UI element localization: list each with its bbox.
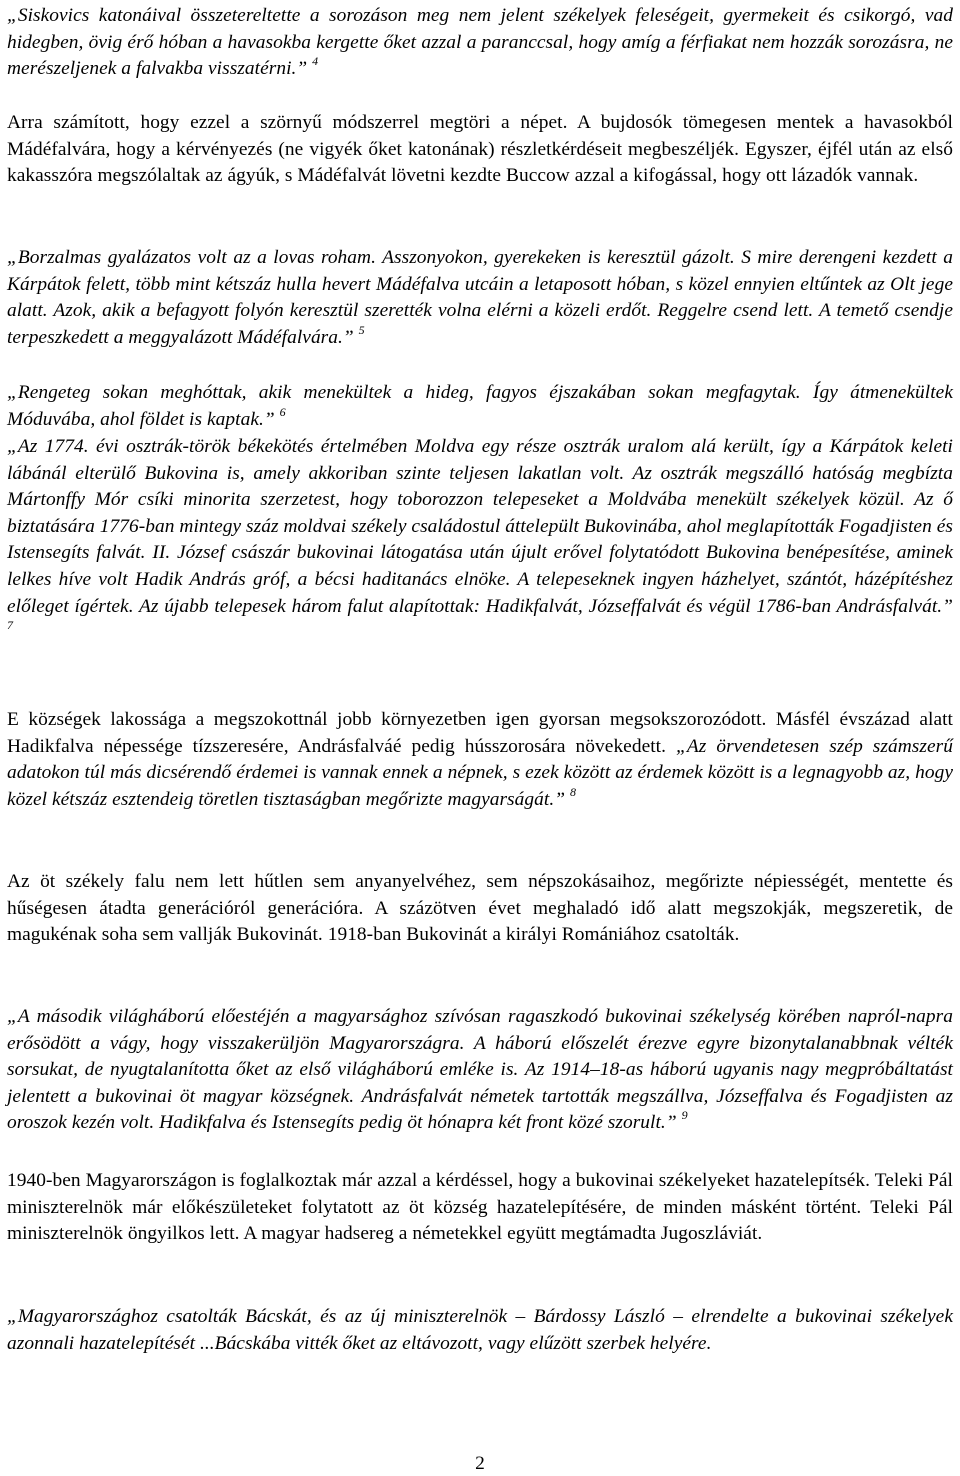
paragraph-text: „Borzalmas gyalázatos volt az a lovas roham. Asszonyokon, gyerekeken is keresztül gázolt. S mire derengeni kezdett a Kárpátok felett, több mint kétszáz hulla hevert Mádéfalva utcáin a letaposott hóban, s közel ennyien eltűntek az Olt jege alatt. Azok, akik a befagyott folyón keresztül szerették volna elérni a közeli erdőt. Reggelre csend lett. A temető csendje terpeszkedett a meggyalázott Mádéfalvára.” bbox=[7, 247, 953, 348]
paragraph-kozsegek bbox=[7, 707, 953, 813]
footnote-marker: 9 bbox=[681, 1108, 688, 1123]
paragraph-text: „Rengeteg sokan meghóttak, akik menekültek a hideg, fagyos éjszakában sokan megfagytak. Így átmenekültek Móduvába, ahol földet is kaptak.” bbox=[7, 382, 953, 430]
paragraph-siskovics-quote bbox=[7, 3, 953, 83]
paragraph-text: Az öt székely falu nem lett hűtlen sem anyanyelvéhez, sem népszokásaihoz, megőrizte népiességét, mentette és hűségesen átadta generációról generációra. A százötven évet meghaladó idő alatt megszokják, megszeretik, de magukénak soha sem vallják Bukovinát. 1918-ban Bukovinát a királyi Romániához csatolták. bbox=[7, 871, 953, 946]
paragraph-1940 bbox=[7, 1168, 953, 1248]
paragraph-ot-szekely-falu bbox=[7, 869, 953, 949]
footnote-marker: 4 bbox=[312, 54, 319, 69]
paragraph-text: E községek lakossága a megszokottnál jobb környezetben igen gyorsan megsokszorozódott. Másfél évszázad alatt Hadikfalva népessége tízszeresére, Andrásfalváé pedig hússzorosára növekedett. bbox=[7, 709, 953, 757]
paragraph-1774-quote bbox=[7, 434, 953, 647]
footnote-marker: 6 bbox=[279, 404, 286, 419]
paragraph-text: „A második világháború előestéjén a magyarsághoz szívósan ragaszkodó bukovinai székelység körében napról-napra erősödött a vágy, hogy visszakerüljön Magyarországra. A háború előszelét érezve egyre bizonytalanabbnak vélték sorsukat, de nyugtalanította őket az első világháború emléke is. Az 1914–18-as háború ugyanis nagy megpróbáltatást jelentett a bukovinai öt magyar községnek. Andrásfalvát németek tartották megszállva, Józseffalva és Fogadjisten az oroszok kezén volt. Hadikfalva és Istensegíts pedig öt hónapra két front közé szorult.” bbox=[7, 1006, 953, 1134]
footnote-marker: 8 bbox=[569, 784, 577, 799]
paragraph-text: „Az 1774. évi osztrák-török békekötés értelmében Moldva egy része osztrák uralom alá került, így a Kárpátok keleti lábánál elterülő Bukovina is, amely akkoriban szinte teljesen lakatlan volt. Az osztrák megszálló hatóság megbízta Mártonffy Mór csíki minorita szerzetest, hogy toborozzon telepeseket a Moldvába menekült székelyek közül. Az ő biztatására 1776-ban mintegy száz moldvai székely családostul áttelepült Bukovinába, ahol meglapították Fogadjisten és Istensegíts falvát. II. József császár bukovinai látogatása után újult erővel folytatódott Bukovina benépesítése, aminek lelkes híve volt Hadik András gróf, a bécsi haditanács elnöke. A telepeseknek ingyen házhelyet, szántót, házépítéshez előleget ígértek. Az újabb telepesek három falut alapítottak: Hadikfalvát, Józseffalvát és végül 1786-ban Andrásfalvát.” bbox=[7, 436, 953, 617]
paragraph-text: Arra számított, hogy ezzel a szörnyű módszerrel megtöri a népet. A bujdosók tömegesen mentek a havasokból Mádéfalvára, hogy a kérvényezés (ne vigyék őket katonának) részletkérdéseit megbeszéljék. Egyszer, éjfél után az első kakasszóra megszólaltak az ágyúk, s Mádéfalvát lövetni kezdte Buccow azzal a kifogással, hogy ott lázadók vannak. bbox=[7, 112, 953, 187]
paragraph-masodik-vilaghaboru-quote bbox=[7, 1004, 953, 1137]
page-number: 2 bbox=[475, 1453, 485, 1474]
paragraph-text: „Magyarországhoz csatolták Bácskát, és az új miniszterelnök – Bárdossy László – elrendelte a bukovinai székelyek azonnali hazatelepítését ...Bácskába vitték őket az eltávozott, vagy elűzött szerbek helyére. bbox=[7, 1306, 953, 1354]
paragraph-bujdosok bbox=[7, 110, 953, 190]
footnote-marker: 7 bbox=[7, 618, 14, 633]
paragraph-text: „Az örvendetesen szép számszerű adatokon túl más dicsérendő érdemei is vannak ennek a népnek, s ezek között az érdemek között is a legnagyobb az, hogy közel kétszáz esztendeig töretlen tisztaságban megőrizte magyarságát.” bbox=[7, 735, 953, 810]
paragraph-text: „Siskovics katonáival összetereltette a sorozáson meg nem jelent székelyek feleségeit, gyermekeit és csikorgó, vad hidegben, övig érő hóban a havasokba kergette őket azzal a paranccsal, hogy amíg a férfiakat nem hozzák sorozásra, ne merészeljenek a falvakba visszatérni.” bbox=[7, 5, 953, 80]
paragraph-rengeteg-quote bbox=[7, 380, 953, 433]
paragraph-borzalmas-quote bbox=[7, 245, 953, 351]
paragraph-bacska-quote bbox=[7, 1304, 953, 1357]
footnote-marker: 5 bbox=[358, 322, 365, 337]
paragraph-text: 1940-ben Magyarországon is foglalkoztak már azzal a kérdéssel, hogy a bukovinai székelyeket hazatelepítsék. Teleki Pál miniszterelnök már előkészületeket folytatott az öt község hazatelepítésére, de minden másként történt. Teleki Pál miniszterelnök öngyilkos lett. A magyar hadsereg a németekkel együtt megtámadta Jugoszláviát. bbox=[7, 1170, 953, 1245]
